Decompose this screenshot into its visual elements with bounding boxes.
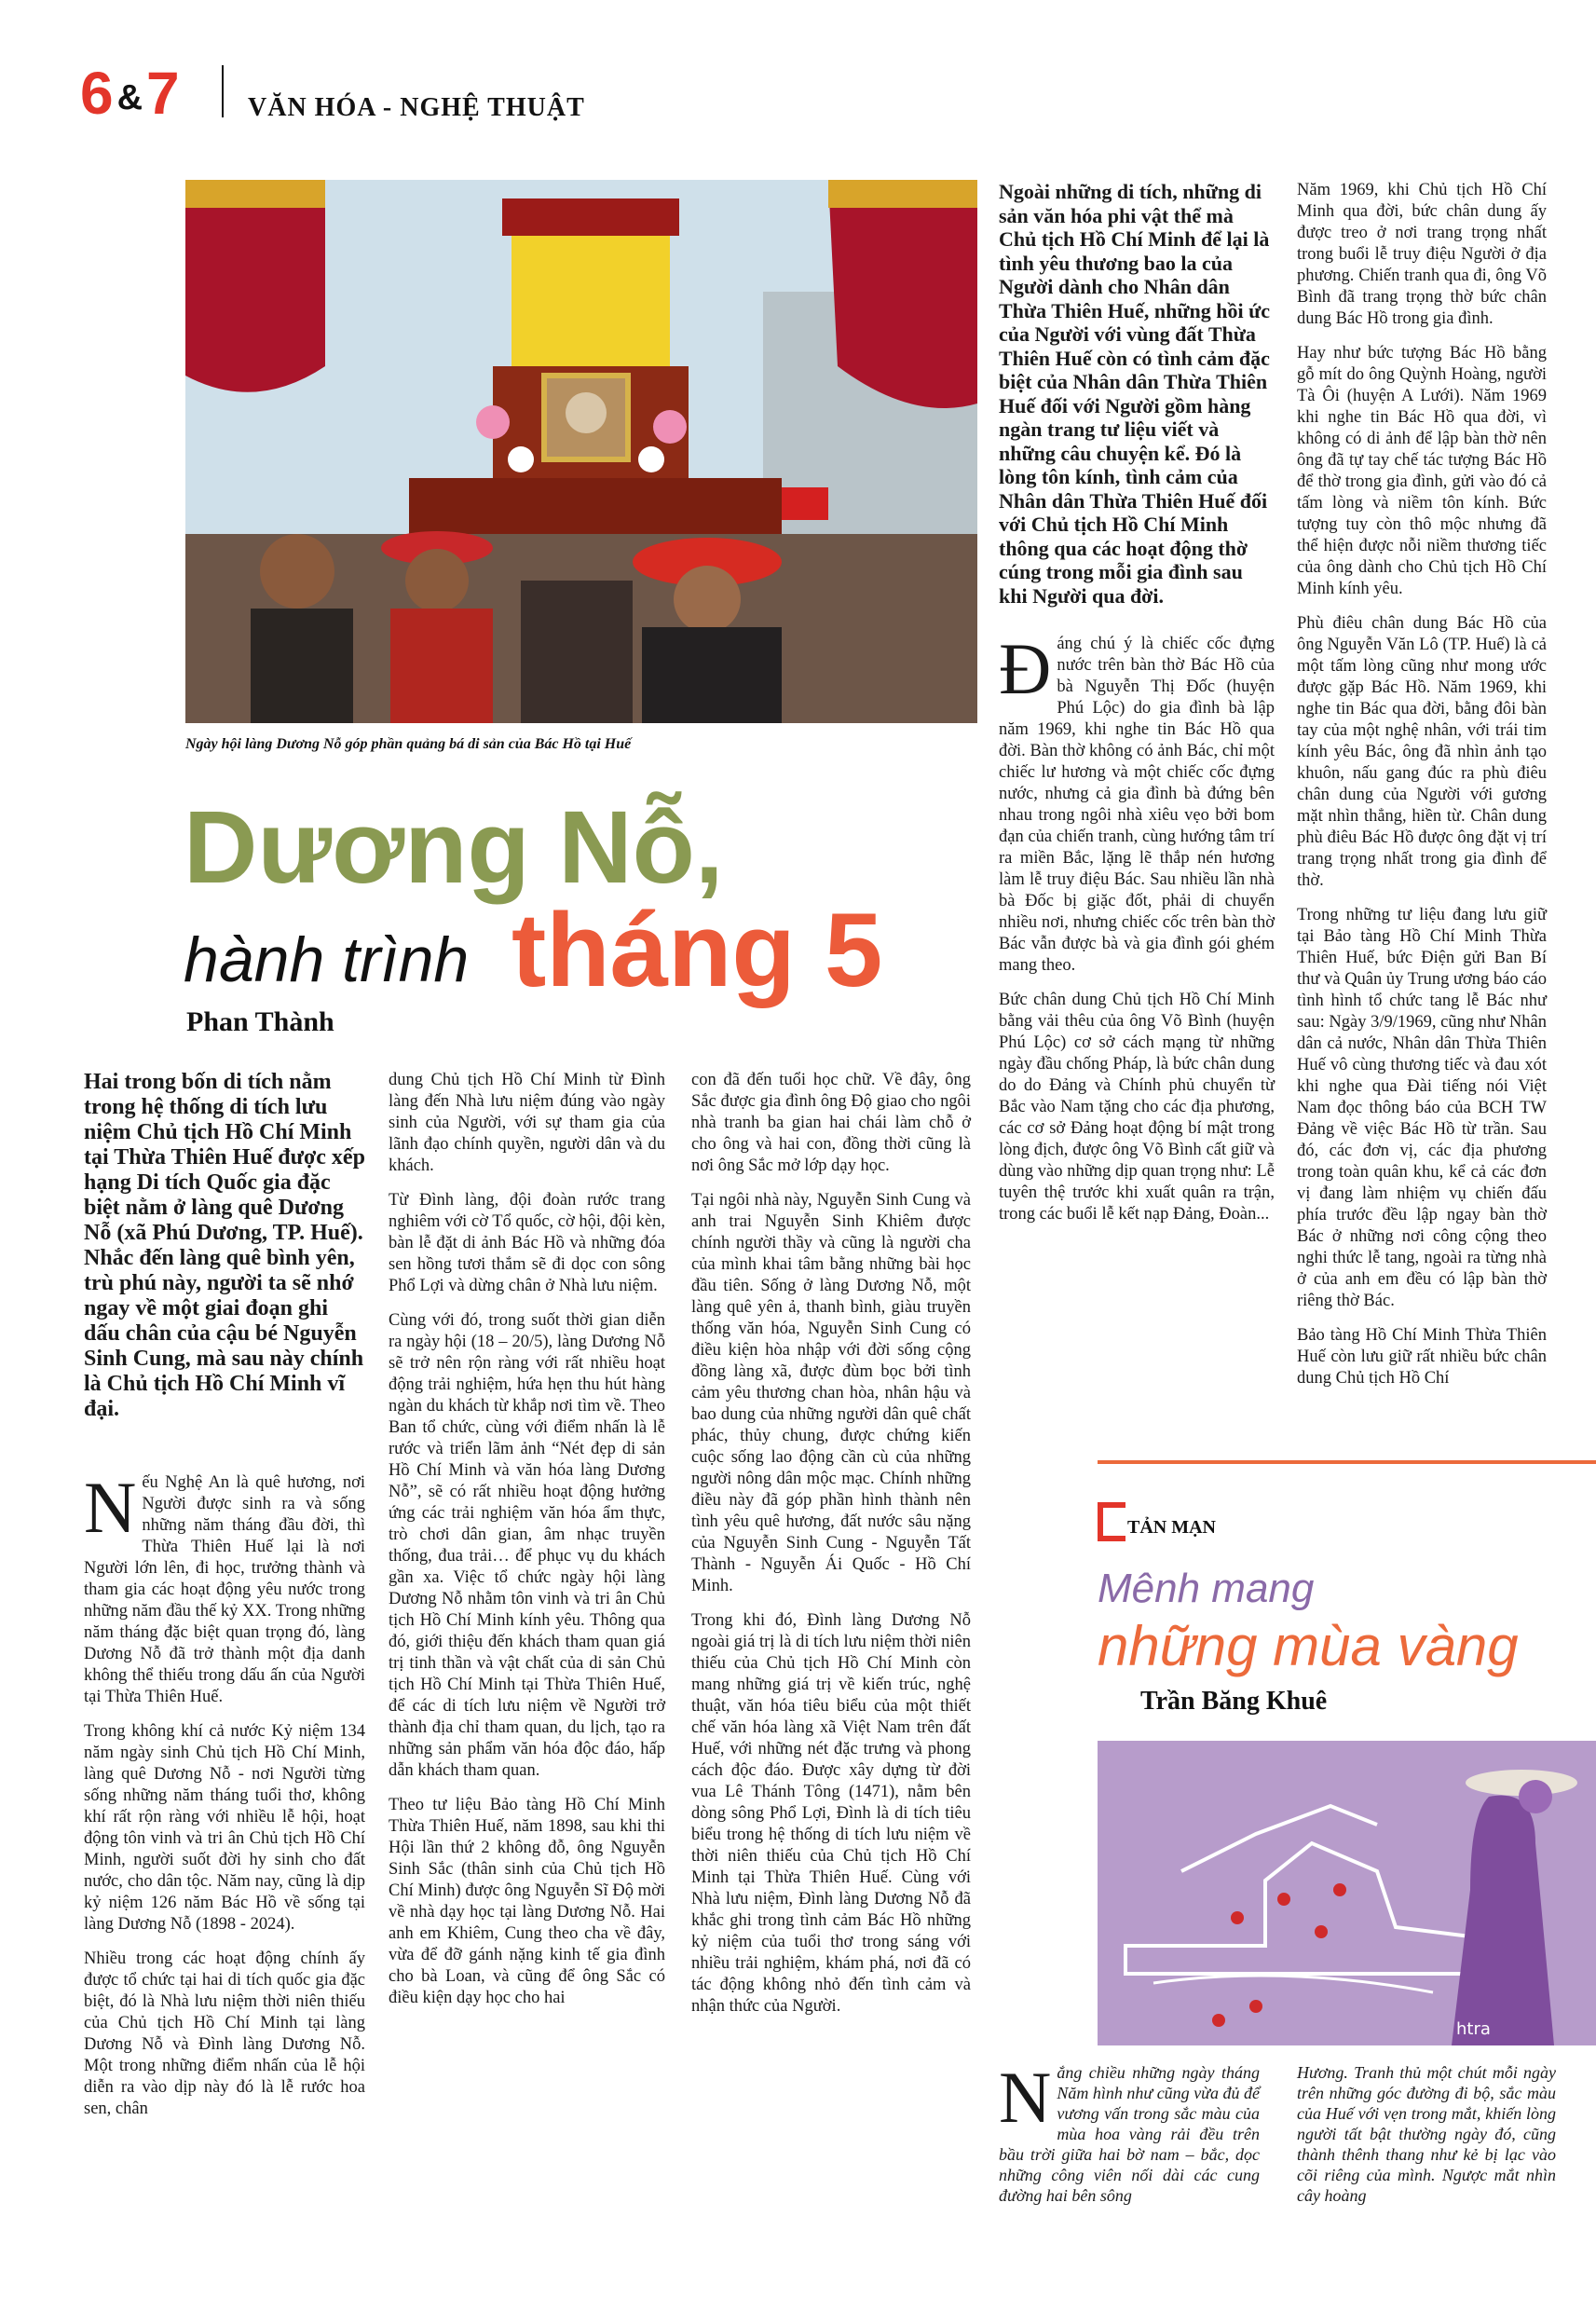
paragraph: Năm 1969, khi Chủ tịch Hồ Chí Minh qua đời, bức chân dung ấy được treo ở nơi trang trọng nhất trong buổi lễ truy điệu Người ở địa phương. Chiến tranh qua đi, ông Võ Bình đã trang trọng thờ bức chân dung Bác Hồ trong gia đình. (1297, 181, 1547, 328)
article-column-2 (389, 1070, 665, 2022)
paragraph: Hương. Tranh thủ một chút mỗi ngày trên những góc đường đi bộ, sắc màu của Huế với vẹn trong mắt, khiến lòng người tất bật thường ngày đó, cũng thành thênh thang như kẻ bị lạc vào cõi riêng của mình. Ngược mắt nhìn cây hoàng (1297, 2063, 1556, 2205)
paragraph: Hay như bức tượng Bác Hồ bằng gỗ mít do ông Quỳnh Hoàng, người Tà Ôi (huyện A Lưới). Năm 1969 khi nghe tin Bác Hồ qua đời, vì không có di ảnh để lập bàn thờ nên ông đã tự tay chế tác tượng Bác Hồ để thờ trong gia đình, gửi vào đó cả tấm lòng và niềm tôn kính. Bức tượng tuy còn thô mộc nhưng đã thể hiện được nỗi niềm thương tiếc của ông dành cho Chủ tịch Hồ Chí Minh kính yêu. (1297, 344, 1547, 598)
page-number: 6 &7 (80, 60, 180, 127)
paragraph: Nắng chiều những ngày tháng Năm hình như cũng vừa đủ để vương vấn trong sắc màu của mùa hoa vàng rải đều trên bầu trời giữa hai bờ nam – bắc, dọc những công viên nối dài các cung đường hai bên sông (999, 2057, 1260, 2205)
tanman-title-line2: những mùa vàng (1098, 1615, 1519, 1677)
article-lead: Hai trong bốn di tích nằm trong hệ thống di tích lưu niệm Chủ tịch Hồ Chí Minh tại Thừa Thiên Huế được xếp hạng Di tích Quốc gia đặc biệt nằm ở làng quê Dương Nỗ (xã Phú Dương, TP. Huế). Nhắc đến làng quê bình yên, trù phú này, người ta sẽ nhớ ngay về một giai đoạn ghi dấu chân của cậu bé Nguyễn Sinh Cung, mà sau này chính là Chủ tịch Hồ Chí Minh vĩ đại. (84, 1070, 365, 1421)
paragraph: Trong không khí cả nước Kỷ niệm 134 năm ngày sinh Chủ tịch Hồ Chí Minh, làng quê Dương Nỗ - nơi Người từng sống những năm tháng tuổi thơ, không khí rất rộn ràng với nhiều lễ hội, hoạt động tôn vinh và tri ân Chủ tịch Hồ Chí Minh, người suốt đời hy sinh cho đất nước, cho dân tộc. Năm nay, cũng là dịp kỷ niệm 126 năm Bác Hồ về sống tại làng Dương Nỗ (1898 - 2024). (84, 1722, 365, 1934)
painting-signature: htra (1456, 2019, 1491, 2039)
paragraph: Trong khi đó, Đình làng Dương Nỗ ngoài giá trị là di tích lưu niệm thời niên thiếu của Chủ tịch Hồ Chí Minh còn mang những giá trị về kiến trúc, nghệ thuật, văn hóa tiêu biểu của một thiết chế văn hóa làng xã Việt Nam trên đất Huế, với những nét đặc trưng và phong cách độc đáo. Được xây dựng từ đời vua Lê Thánh Tông (1471), nằm bên dòng sông Phổ Lợi, Đình là di tích tiêu biểu trong hệ thống di tích lưu niệm về thời niên thiếu của Chủ tịch Hồ Chí Minh tại Thừa Thiên Huế. Cùng với Nhà lưu niệm, Đình làng Dương Nỗ đã khắc ghi trong tình cảm Bác Hồ những kỷ niệm của tuổi thơ trong sáng với nhiều trải nghiệm, khám phá, nơi đã có tác động không nhỏ đến tình cảm và nhận thức của Người. (691, 1611, 971, 2016)
tanman-column-2 (1297, 2062, 1556, 2219)
paragraph: Theo tư liệu Bảo tàng Hồ Chí Minh Thừa Thiên Huế, năm 1898, sau khi thi Hội lần thứ 2 không đỗ, ông Nguyễn Sinh Sắc (thân sinh của Chủ tịch Hồ Chí Minh) được ông Nguyễn Sĩ Độ mời về nhà dạy học tại làng Dương Nỗ. Hai anh em Khiêm, Cung theo cha về đây, vừa để đỡ gánh nặng kinh tế gia đình cho bà Loan, và cũng để ông Sắc có điều kiện dạy học cho hai (389, 1796, 665, 2007)
article-title-line2a: hành trình (184, 924, 470, 995)
paragraph: dung Chủ tịch Hồ Chí Minh từ Đình làng đến Nhà lưu niệm đúng vào ngày sinh của Người, với sự tham gia của lãnh đạo chính quyền, người dân và du khách. (389, 1071, 665, 1175)
article-column-3 (691, 1070, 971, 2031)
paragraph: Nhiều trong các hoạt động chính ấy được tổ chức tại hai di tích quốc gia đặc biệt, đó là Nhà lưu niệm thời niên thiếu của Chủ tịch Hồ Chí Minh tại làng Dương Nỗ và Đình làng Dương Nỗ. Một trong những điểm nhấn của lễ hội diễn ra vào dịp này đó là lễ rước hoa sen, chân (84, 1949, 365, 2118)
tanman-label: TẢN MẠN (1127, 1517, 1216, 1538)
drop-cap: Đ (999, 628, 1052, 709)
tanman-divider (1098, 1460, 1596, 1464)
section-title: VĂN HÓA - NGHỆ THUẬT (248, 93, 585, 122)
article-author: Phan Thành (186, 1006, 334, 1037)
painting-illustration (1098, 1741, 1596, 2045)
paragraph: Nếu Nghệ An là quê hương, nơi Người được sinh ra và sống những năm tháng đầu đời, thì Thừa Thiên Huế lại là nơi Người lớn lên, đi học, trưởng thành và tham gia các hoạt động yêu nước trong những năm đầu thế kỷ XX. Trong những năm tháng đặc biệt quan trọng đó, làng Dương Nỗ đã trở thành một địa danh không thể thiếu trong dấu ấn của Người tại Thừa Thiên Huế. (84, 1467, 365, 1706)
paragraph: Đáng chú ý là chiếc cốc đựng nước trên bàn thờ Bác Hồ của bà Nguyễn Thị Đốc (huyện Phú Lộc) do gia đình bà lập năm 1969, khi nghe tin Bác Hồ qua đời. Bàn thờ không có ảnh Bác, chỉ một chiếc lư hương và một chiếc cốc đựng nước, nhưng cả gia đình bà đứng bên nhau trong ngôi nhà xiêu vẹo bởi bom đạn của chiến tranh, cùng hướng tâm trí ra miền Bắc, lặng lẽ thắp nén hương làm lễ truy điệu Bác. Sau nhiều lần nhà bà Đốc bị giặc đốt, phải di chuyển nhiều nơi, nhưng chiếc cốc trên bàn thờ Bác vẫn được bà và gia đình gói ghém mang theo. (999, 628, 1275, 975)
paragraph: Trong những tư liệu đang lưu giữ tại Bảo tàng Hồ Chí Minh Thừa Thiên Huế, bức Điện gửi Ban Bí thư và Quân ủy Trung ương báo cáo tình hình tổ chức tang lễ Bác như sau: Ngày 3/9/1969, cũng như Nhân dân cả nước, Nhân dân Thừa Thiên Huế vô cùng thương tiếc và đau xót khi nghe qua Đài tiếng nói Việt Nam đọc thông báo của BCH TW Đảng về việc Bác Hồ từ trần. Sau đó, các đơn vị, các địa phương trong toàn quân khu, kể cả các đơn vị đang làm nhiệm vụ chiến đấu phía trước đều lập ngay bàn thờ Bác ở những nơi công cộng theo nghi thức lễ tang, ngoài ra từng nhà ở của anh em đều có lập bàn thờ riêng thờ Bác. (1297, 906, 1547, 1310)
article-column-4 (999, 180, 1275, 1238)
photo-caption: Ngày hội làng Dương Nỗ góp phần quảng bá di sản của Bác Hồ tại Huế (185, 736, 632, 752)
article-title-line2b: tháng 5 (512, 892, 883, 1008)
drop-cap: N (999, 2057, 1052, 2138)
paragraph: Bảo tàng Hồ Chí Minh Thừa Thiên Huế còn lưu giữ rất nhiều bức chân dung Chủ tịch Hồ Chí (1297, 1326, 1547, 1388)
article-column-1 (84, 1070, 365, 2133)
article-title-line1: Dương Nỗ, (184, 790, 724, 905)
tanman-title-line1: Mênh mang (1098, 1566, 1315, 1611)
paragraph: Từ Đình làng, đội đoàn rước trang nghiêm với cờ Tổ quốc, cờ hội, đội kèn, bàn lễ đặt di ảnh Bác Hồ và những đóa sen hồng tươi thắm sẽ đi dọc con sông Phổ Lợi và dừng chân ở Nhà lưu niệm. (389, 1191, 665, 1295)
festival-photo-illustration (185, 180, 977, 723)
paragraph: Cùng với đó, trong suốt thời gian diễn ra ngày hội (18 – 20/5), làng Dương Nỗ sẽ trở nên rộn ràng với rất nhiều hoạt động trải nghiệm, hứa hẹn thu hút hàng ngàn du khách từ khắp nơi tìm về. Theo Ban tổ chức, cùng với điểm nhấn là lễ rước và triển lãm ảnh “Nét đẹp di sản Hồ Chí Minh và văn hóa làng Dương Nỗ”, sẽ có rất nhiều hoạt động hưởng ứng các trải nghiệm văn hóa ẩm thực, trò chơi dân gian, âm nhạc truyền thống, đua trải… để phục vụ du khách gần xa. Việc tổ chức ngày hội làng Dương Nỗ nhằm tôn vinh và tri ân Chủ tịch Hồ Chí Minh kính yêu. Thông qua đó, giới thiệu đến khách tham quan giá trị tinh thần và vật chất của di sản Chủ tịch Hồ Chí Minh tại Thừa Thiên Huế, để các di tích lưu niệm về Người trở thành địa chỉ tham quan, du lịch, tạo ra những sản phẩm văn hóa độc đáo, hấp dẫn khách tham quan. (389, 1311, 665, 1780)
paragraph: Tại ngôi nhà này, Nguyễn Sinh Cung và anh trai Nguyễn Sinh Khiêm được chính người thầy và cũng là người cha của mình khai tâm bằng những bài học đầu tiên. Sống ở làng Dương Nỗ, một làng quê yên ả, thanh bình, giàu truyền thống văn hóa, Nguyễn Sinh Cung có điều kiện hòa nhập với đời sống cộng đồng làng xã, được đùm bọc bởi tình cảm yêu thương chan hòa, nhân hậu và bao dung của những người dân quê chất phác, thủy chung, được chứng kiến cuộc sống lao động cần cù của những người nông dân mộc mạc. Chính những điều này đã góp phần hình thành nên tình yêu quê hương, đất nước sâu nặng của Nguyễn Sinh Cung - Nguyễn Tất Thành - Nguyễn Ái Quốc - Hồ Chí Minh. (691, 1191, 971, 1595)
festival-photo (185, 180, 977, 723)
header-divider (222, 65, 224, 117)
paragraph: Phù điêu chân dung Bác Hồ của ông Nguyễn Văn Lô (TP. Huế) là cả một tấm lòng cũng như mong ước được gặp Bác Hồ. Năm 1969, khi nghe tin Bác qua đời, bằng đôi bàn tay của một nghệ nhân, với trái tim kính yêu Bác, ông đã nhìn ảnh tạo khuôn, nấu gang đúc ra phù điêu chân dung của Người với gương mặt nhìn thẳng, hiền từ. Chân dung phù điêu Bác Hồ được ông đặt vị trí trang trọng nhất trong gia đình để thờ. (1297, 614, 1547, 890)
tanman-painting (1098, 1741, 1596, 2045)
tanman-column-1 (999, 2057, 1260, 2219)
drop-cap: N (84, 1467, 137, 1548)
paragraph: con đã đến tuổi học chữ. Về đây, ông Sắc được gia đình ông Độ giao cho ngôi nhà tranh ba gian hai chái làm chỗ ở cho ông và hai con, đồng thời cũng là nơi ông Sắc mở lớp dạy học. (691, 1071, 971, 1175)
article-sublead: Ngoài những di tích, những di sản văn hóa phi vật thể mà Chủ tịch Hồ Chí Minh để lại là tình yêu thương bao la của Người dành cho Nhân dân Thừa Thiên Huế, những hồi ức của Người với vùng đất Thừa Thiên Huế còn có tình cảm đặc biệt của Nhân dân Thừa Thiên Huế đối với Người gồm hàng ngàn trang tư liệu viết và những câu chuyện kể. Đó là lòng tôn kính, tình cảm của Nhân dân Thừa Thiên Huế đối với Chủ tịch Hồ Chí Minh thông qua các hoạt động thờ cúng trong mỗi gia đình sau khi Người qua đời. (999, 180, 1271, 608)
article-column-5 (1297, 180, 1547, 1402)
paragraph: Bức chân dung Chủ tịch Hồ Chí Minh bằng vải thêu của ông Võ Bình (huyện Phú Lộc) cơ sở cách mạng từ những ngày đầu chống Pháp, là bức chân dung do do Đảng và Chính phủ chuyển từ Bắc vào Nam tặng cho các địa phương, các cơ sở Đảng hoạt động bí mật trong lòng địch, được ông Võ Bình cất giữ và dùng vào những dịp quan trọng như: Lễ tuyên thệ trước khi xuất quân ra trận, trong các buổi lễ kết nạp Đảng, Đoàn... (999, 991, 1275, 1224)
tanman-author: Trần Băng Khuê (1140, 1687, 1328, 1716)
tanman-bracket-icon (1098, 1502, 1125, 1541)
